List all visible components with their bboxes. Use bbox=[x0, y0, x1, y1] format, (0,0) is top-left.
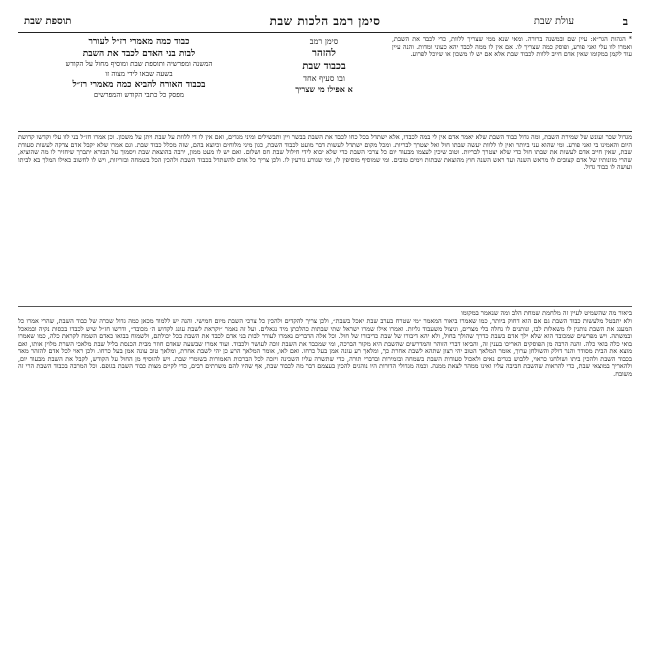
tosefet-line-5: בכבוד האורח להביא כמה מאמרי רז״ל bbox=[72, 80, 206, 90]
page-title: סימן רמב הלכות שבת bbox=[269, 14, 381, 28]
tosefet-line-1: כבוד כמה מאמרי רז״ל לעורר bbox=[88, 37, 190, 47]
seif-opening: א אפילו מי שצריך bbox=[295, 84, 353, 94]
siman-heading-2: בכבוד שבת bbox=[302, 61, 346, 72]
siman-number: סימן רמב bbox=[309, 37, 339, 46]
tosefet-line-3: המשנה ומפרשיה ותוספת שבת ומוסיף מחול על הקודש bbox=[65, 60, 213, 68]
book-name: עולת שבת bbox=[533, 16, 574, 27]
commentary-text: ולא יתבטל מלעשות כבוד השבת גם אם הוא דחוק ביותר, כמו שאמרו ביאור המאמר ״מי שטרח בערב שבת יאכל בשבת״, ולכן צריך להקדים ולהכין כל צרכי השבת מיום חמישי. והנה יש ללמוד מכאן כמה גדול שכרה של כבוד השבת, שהרי אמרו כל המענג את השבת נותנין לו משאלות לבו, ונותנים לו נחלה בלי מצרים, וניצול משעבוד גליות. ואמרו אילו שמרו ישראל שתי שבתות כהלכתן מיד נגאלים. ועל זה נאמר ״וקראת לשבת עונג לקדוש ה׳ מכובד״, ודרשו חז״ל שיש לכבדו בכסות נקיה ובמאכל ובמשתה. ויש מפרשים שמכובד הוא שלא ילך אדם בשבת כדרך שהולך בחול, ולא יהא דיבורו של שבת כדיבורו של חול. וכל אלה הדברים נאמרו לעורר לבות בני אדם לכבד את השבת בכל יכולתם, ולשמוח בבואו כאדם השמח לקראת כלה, כמו שאמרו בואי כלה בואי כלה. והנה הרבה מן הפוסקים האריכו בענין זה, והביאו דברי הזוהר והמדרשים שהשבת היא מקור הברכה, ומי שמכבד את השבת זוכה לעושר ולכבוד. ועוד אמרו שבשעה שאדם חוזר מבית הכנסת בליל שבת מלאכי השרת מלוין אותו, ואם מוצא את הבית מסודר והנר דולק והשולחן ערוך, אומר המלאך הטוב יהי רצון שתהא לשבת אחרת כך, ומלאך רע עונה אמן בעל כרחו. ואם לאו, אומר המלאך הרע כן יהי לשבת אחרת, ומלאך טוב עונה אמן בעל כרחו. ולכן ראוי לכל אדם להזהר מאד בכבוד השבת ולהכין ביתו ושולחנו כראוי, ללבוש בגדים נאים ולאכול סעודות השבת בשמחה ובזמירות ובדברי תורה, כדי שתשרה עליו השכינה ויזכה לכל הברכות האמורות בשומרי שבת. ויש להוסיף מן החול על הקודש, לקבל את השבת מבעוד יום, ולהאריך במוצאי שבת, כדי להראות שהשבת חביבה עליו ואינו ממהר לצאת ממנה. וכמה מגדולי הדורות היו נוהגים להכין בעצמם דבר מה לכבוד שבת, אף שהיו להם משרתים רבים, כדי לקיים מצות כבוד השבת בגופם. וכל המרבה בכבוד השבת הרי זה משובח. bbox=[18, 318, 632, 378]
siman-subheading: ובו סעיף אחד bbox=[303, 74, 345, 83]
tosefet-line-4: בשעה שבאו לידי מצוה זו bbox=[105, 69, 173, 78]
siman-heading-1: להזהר bbox=[312, 48, 336, 59]
page-header bbox=[18, 14, 632, 33]
side-title: תוספת שבת bbox=[24, 16, 72, 27]
siman-box bbox=[274, 36, 374, 130]
page-letter: ב bbox=[622, 15, 628, 28]
right-notes: * הגהות הגר״א: עיין שם ובמשנה ברורה. ומאי שנא ממי שצריך ללוות, כדי לכבד את השבת, ואמרו לוו עלי ואני פורע, ופוסק כמה שצריך לו. אם אין לו ממה לכבד יהא כעוני ומדות. והנה עיין עוד לקמן במקומו שאין אדם חייב ללוות לכבוד שבת אלא אם יש לו משכון או שיוכל לפרוע. bbox=[392, 36, 632, 59]
tosefet-line-2: לבות בני האדם לכבד את השבת bbox=[82, 49, 196, 59]
divider-top bbox=[18, 131, 632, 132]
main-text: מגדול שכר ועונש של שמירת השבת, ומה גדול כבוד השבת שלא יאמר אדם אין לי במה לכבדו, אלא ישתדל בכל כחו לכבד את השבת בבשר ויין ותבשילים ומיני מגדים, ואם אין לו די ללוות על שבת ויתן על משכון. וכן אמרו חז״ל בני לוו עלי וקדשו קדושת היום והאמינו בי ואני פורע. ומי שהוא עני ביותר ואין לו ללוות יעשה שבתו חול ואל יצטרך לבריות. ומכל מקום ישתדל לעשות דבר מועט לכבוד השבת, כגון מיני מלוחים וכיוצא בהם, שזה מכלל כבוד שבת. וגם אמרו שלא יקבל אדם צדקה לעשות סעודת שבת, שאין חייב אדם לעשות את שבתו חול כדי שלא יצטרך לבריות. וטוב שיכין לעצמו מבעוד יום כל צרכי השבת כדי שלא יבוא לידי חילול שבת חס ושלום. ואם יש לו מעט ממון, ירבה בהוצאת שבת ויסמוך על הבורא יתברך שיחזיר לו מה שהוציא, שהרי מזונותיו של אדם קצובים לו מראש השנה ועד ראש השנה חוץ מהוצאת שבתות וימים טובים. ומי שמוסיף מוסיפין לו, ומי שגורע גורעין לו. ולכן צריך כל אדם להשתדל בכבוד השבת ולהכין הכל בשמחה ובזריזות, ויש לו לחשוב כאילו המלך בא לביתו ועושה לו כבוד גדול. bbox=[18, 134, 632, 172]
tosefet-box bbox=[18, 36, 260, 130]
page bbox=[18, 8, 632, 644]
tosefet-line-6: מפסק כל כתבי הקודש והמפרשים bbox=[93, 91, 185, 99]
section-mark: ביאור מה שהשמיט לעיין זה מלחמת שמחת הלב ומה שנאמר במקומו bbox=[18, 306, 632, 317]
